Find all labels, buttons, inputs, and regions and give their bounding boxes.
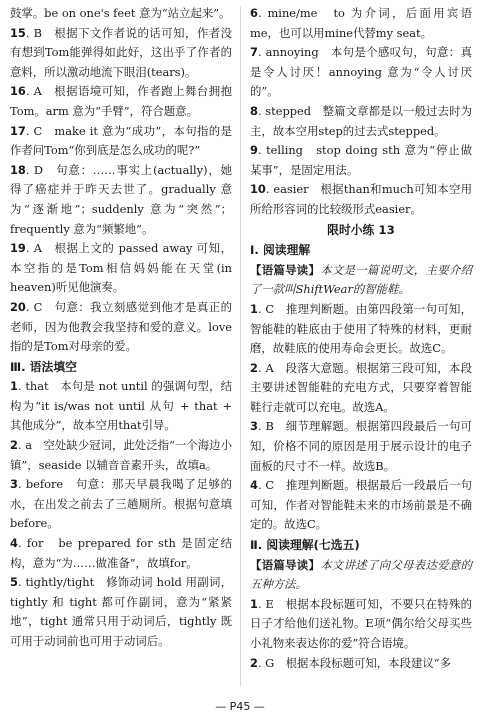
item-number: 3 xyxy=(250,419,258,434)
item-text: . C make it 意为“成功”，本句指的是作者问Tom“你到底是怎么成功的呢?” xyxy=(10,123,232,158)
answer-item xyxy=(10,377,232,436)
answer-item xyxy=(10,436,232,475)
item-number: 8 xyxy=(250,103,258,118)
item-text: 鼓掌。be on one's feet 意为“站立起来”。 xyxy=(10,6,231,20)
intro-tag: 【语篇导读】 xyxy=(250,557,321,572)
answer-item xyxy=(250,102,472,141)
item-text: . telling stop doing sth 意为“停止做某事”，是固定用法。 xyxy=(250,143,472,177)
item-text: . B 细节理解题。根据第四段最后一句可知，价格不同的原因是用于展示设计的电子面板的尺寸不一样。故选B。 xyxy=(250,419,472,473)
item-number: 2 xyxy=(250,655,258,670)
right-column xyxy=(250,4,472,673)
item-number: 17 xyxy=(10,123,26,138)
item-number: 19 xyxy=(10,241,26,256)
item-text: . C 句意：我立刻感觉到他才是真正的老师，因为他教会我坚持和爱的意义。love 指的是Tom对母亲的爱。 xyxy=(10,299,232,354)
item-text: . B 根据下文作者说的话可知，作者没有想到Tom能弹得如此好，这出乎了作者的意料，所以激动地流下眼泪(tears)。 xyxy=(10,25,232,79)
answer-item xyxy=(10,534,232,573)
answer-item xyxy=(250,654,472,674)
item-text: . G 根据本段标题可知，本段建议“多 xyxy=(257,655,451,670)
item-number: 5 xyxy=(10,575,18,590)
item-text: . for be prepared for sth 是固定结构，意为“为……做准备”，故填for。 xyxy=(10,536,232,570)
item-number: 10 xyxy=(250,182,266,197)
answer-item xyxy=(10,82,232,121)
answer-item xyxy=(10,573,232,651)
item-number: 4 xyxy=(10,536,18,551)
item-text: 本文是一篇说明文，主要介绍了一款叫ShiftWear的智能鞋。 xyxy=(250,262,472,297)
passage-intro xyxy=(250,556,472,595)
intro-tag: 【语篇导读】 xyxy=(250,262,321,277)
item-number: 2 xyxy=(250,360,258,375)
item-number: 1 xyxy=(250,596,258,611)
item-text: . C 推理判断题。由第四段第一句可知，智能鞋的鞋底由于使用了特殊的材料，更耐磨，故鞋底的使用寿命会更长。故选C。 xyxy=(250,301,472,356)
item-text: . annoying 本句是个感叹句，句意：真是令人讨厌！annoying 意为“令人讨厌的”。 xyxy=(250,45,472,99)
item-number: 3 xyxy=(10,477,18,492)
item-number: 6 xyxy=(250,6,258,20)
item-number: 18 xyxy=(10,162,26,177)
item-number: 9 xyxy=(250,143,258,158)
item-text: . A 根据语境可知，作者跑上舞台拥抱Tom。arm 意为“手臂”，符合题意。 xyxy=(10,84,232,118)
item-number: 7 xyxy=(250,45,258,60)
page-number: — P45 — xyxy=(215,700,265,713)
answer-item xyxy=(250,476,472,535)
item-number: 4 xyxy=(250,478,258,493)
item-text: . A 段落大意题。根据第三段可知，本段主要讲述智能鞋的充电方式，只要穿着智能鞋行走就可以充电。故选A。 xyxy=(250,360,472,414)
answer-item xyxy=(10,298,232,357)
column-divider xyxy=(240,6,241,686)
answer-page xyxy=(10,4,472,694)
answer-item xyxy=(10,4,232,24)
answer-item xyxy=(250,4,472,43)
answer-item xyxy=(250,417,472,476)
item-text: . stepped 整篇文章都是以一般过去时为主，故本空用step的过去式stepped。 xyxy=(250,103,472,138)
left-column xyxy=(10,4,232,652)
answer-item xyxy=(250,43,472,102)
item-number: 1 xyxy=(10,379,18,394)
answer-item xyxy=(250,300,472,359)
answer-item xyxy=(250,359,472,418)
answer-item xyxy=(250,141,472,180)
section-heading: 限时小练 13 xyxy=(327,222,395,237)
item-text: . that 本句是 not until 的强调句型，结构为“it is/was not until 从句 + that + 其他成分”，故本空用that引导。 xyxy=(10,379,232,433)
item-text: . mine/me to 为介词，后面用宾语me，也可以用mine代替my seat。 xyxy=(250,6,472,40)
item-text: . A 根据上文的 passed away 可知，本空指的是Tom相信妈妈能在天堂(in heaven)听见他演奏。 xyxy=(10,241,232,295)
item-number: 2 xyxy=(10,438,18,453)
item-text: . before 句意：那天早晨我喝了足够的水，在出发之前去了三趟厕所。根据句意填before。 xyxy=(10,477,232,531)
item-text: . D 句意：……事实上(actually)，她得了癌症并于昨天去世了。gradually 意为“逐渐地”；suddenly 意为“突然”；frequently 意为“频繁地”。 xyxy=(10,162,232,236)
section-heading: Ⅲ. 语法填空 xyxy=(10,359,77,374)
answer-item xyxy=(10,24,232,83)
item-text: . tightly/tight 修饰动词 hold 用副词，tightly 和 tight 都可作副词，意为“紧紧地”，tight 通常只用于动词后，tightly 既可用于动词前也可用于动词后。 xyxy=(10,575,232,648)
section-heading: Ⅱ. 阅读理解(七选五) xyxy=(250,538,360,553)
item-number: 15 xyxy=(10,25,26,40)
item-text: . easier 根据than和much可知本空用所给形容词的比较级形式easier。 xyxy=(250,182,472,216)
item-number: 20 xyxy=(10,299,26,314)
item-number: 1 xyxy=(250,301,258,316)
section-heading: Ⅰ. 阅读理解 xyxy=(250,243,311,258)
answer-item xyxy=(10,475,232,534)
item-text: . C 推理判断题。根据最后一段最后一句可知，作者对智能鞋未来的市场前景是不确定的。故选C。 xyxy=(250,478,472,532)
item-text: 本文讲述了向父母表达爱意的五种方法。 xyxy=(250,557,472,592)
item-number: 16 xyxy=(10,84,26,99)
item-text: . a 空处缺少冠词，此处泛指“一个海边小镇”，seaside 以辅音音素开头，故填a。 xyxy=(10,438,232,472)
answer-item xyxy=(250,180,472,219)
answer-item xyxy=(10,239,232,298)
answer-item xyxy=(10,122,232,161)
passage-intro xyxy=(250,261,472,300)
answer-item xyxy=(250,595,472,654)
item-text: . E 根据本段标题可知，不要只在特殊的日子才给他们送礼物。E项“偶尔给父母买些小礼物来表达你的爱”符合语境。 xyxy=(250,596,472,650)
answer-item xyxy=(10,161,232,239)
